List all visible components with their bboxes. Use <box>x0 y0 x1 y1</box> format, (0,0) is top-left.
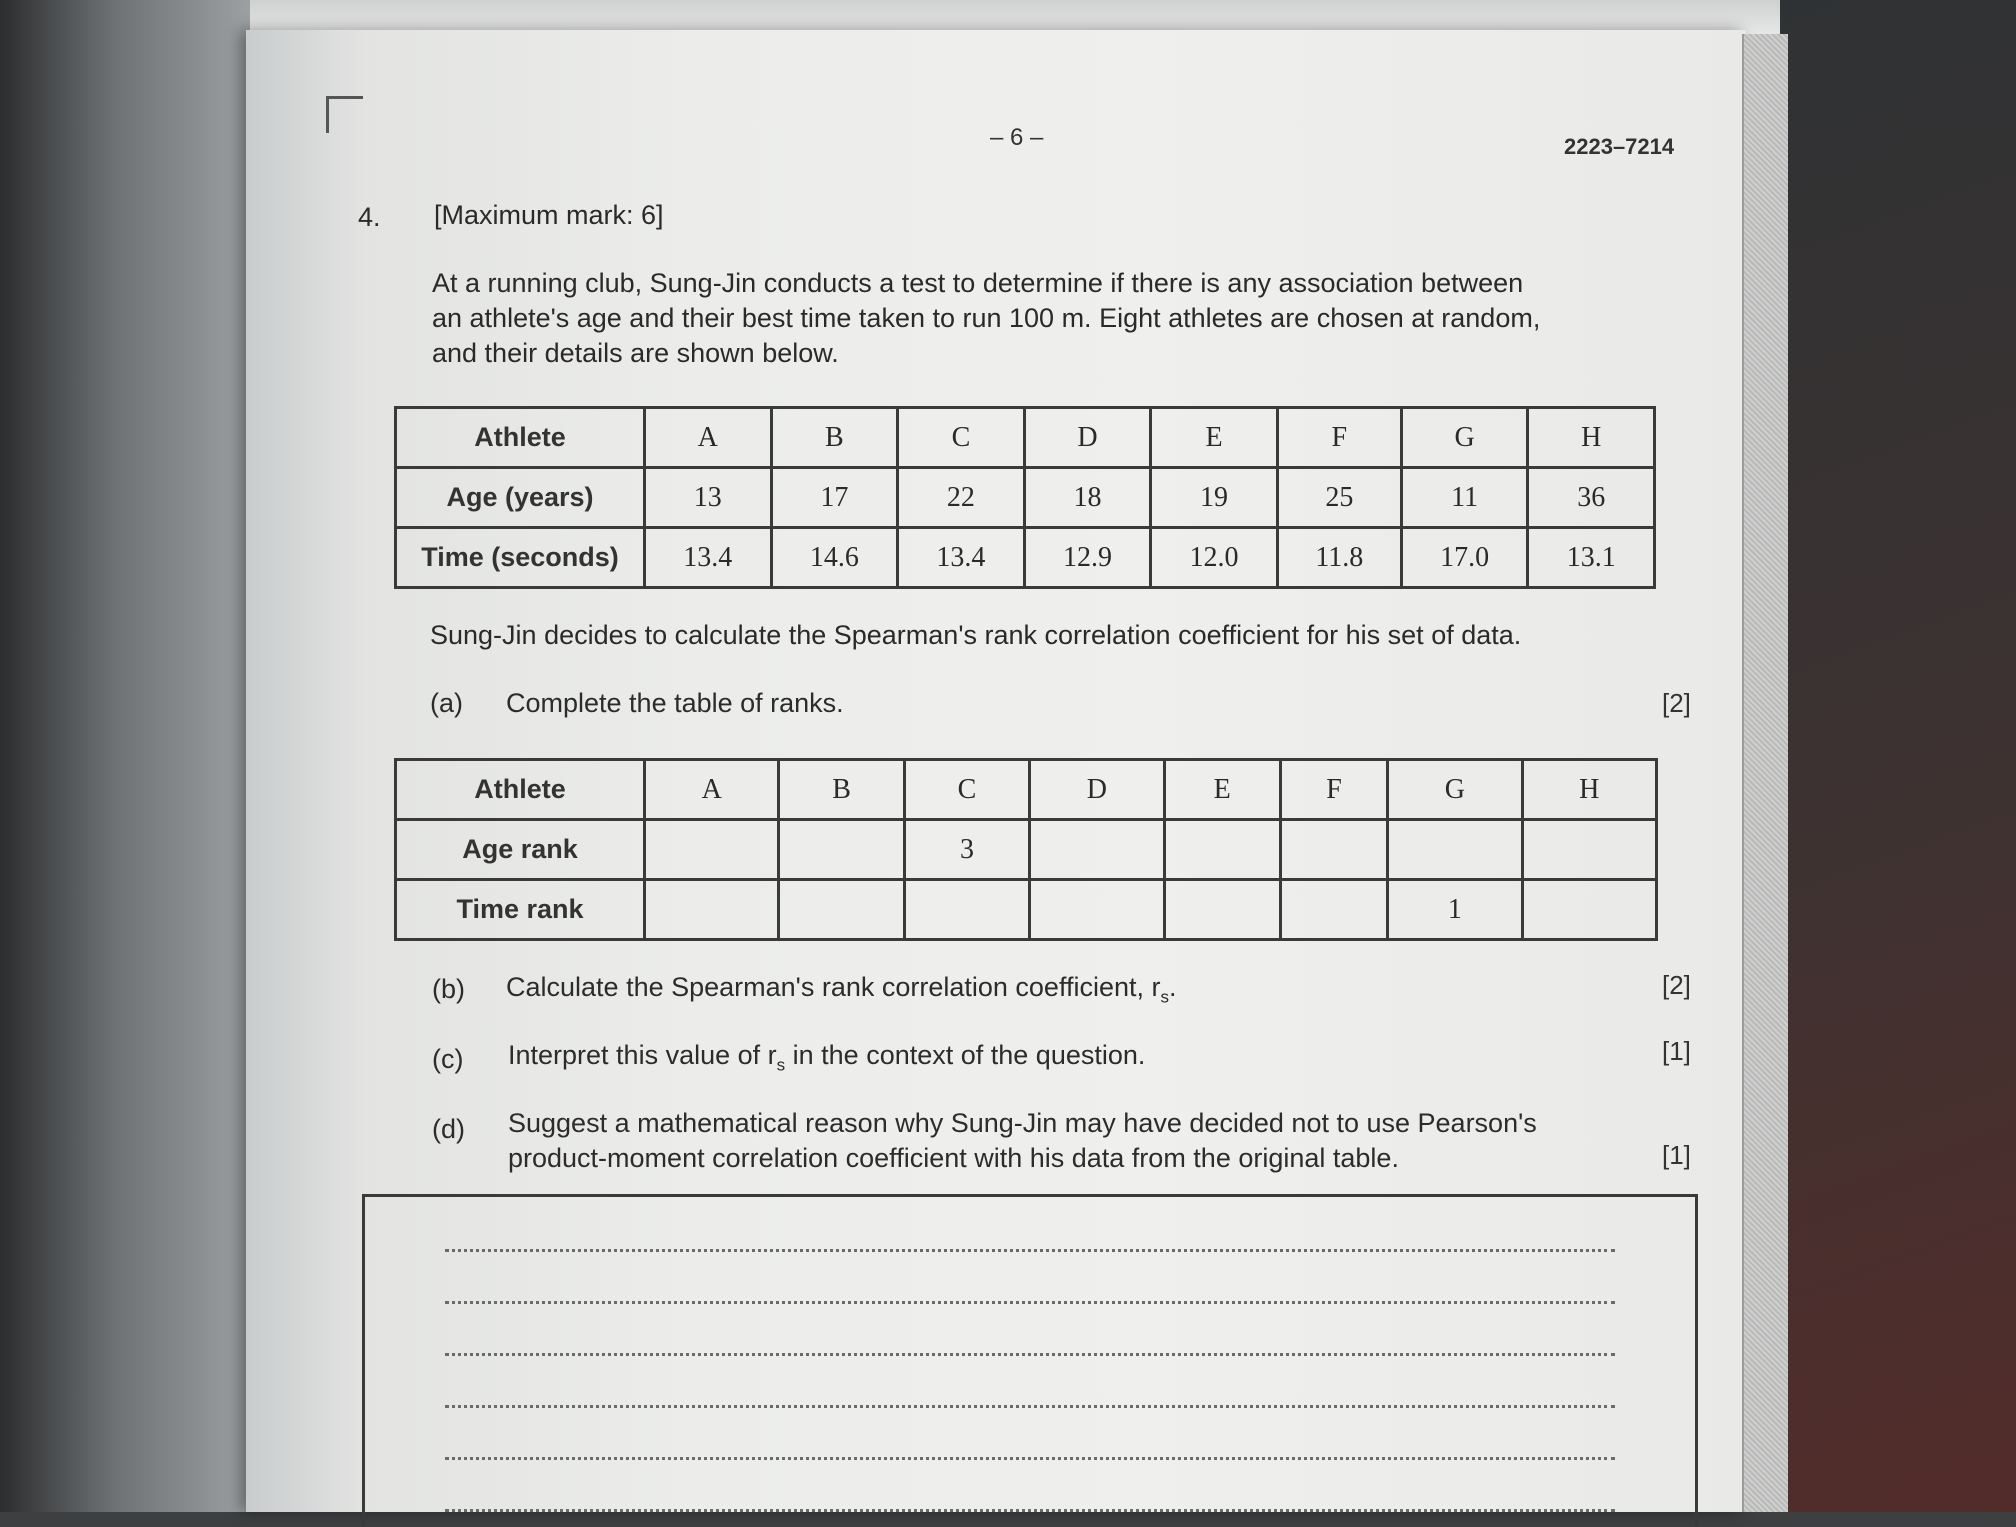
age-rank-row <box>396 820 1657 880</box>
age-cell: 11 <box>1401 468 1528 528</box>
max-mark: [Maximum mark: 6] <box>434 200 664 230</box>
part-c-text <box>508 1040 1145 1075</box>
time-rank-cell[interactable] <box>779 880 904 940</box>
age-rank-cell: 3 <box>904 820 1029 880</box>
desk-background-left <box>0 0 250 1512</box>
age-cell: 36 <box>1528 468 1655 528</box>
time-cell: 13.4 <box>898 528 1025 588</box>
athlete-cell: A <box>645 408 772 468</box>
answer-line[interactable] <box>445 1301 1615 1304</box>
part-b-tail: . <box>1169 972 1177 1002</box>
athlete-cell: B <box>779 760 904 820</box>
question-intro-line-3: and their details are shown below. <box>432 338 839 368</box>
age-rank-cell[interactable] <box>1388 820 1522 880</box>
athlete-cell: E <box>1164 760 1280 820</box>
row-header: Athlete <box>396 408 645 468</box>
athlete-cell: G <box>1401 408 1528 468</box>
rank-table <box>394 758 1658 941</box>
part-c-subscript: s <box>776 1055 786 1075</box>
part-c-before: Interpret this value of r <box>508 1040 777 1070</box>
time-cell: 13.4 <box>645 528 772 588</box>
time-rank-cell: 1 <box>1388 880 1522 940</box>
row-header: Time (seconds) <box>396 528 645 588</box>
answer-line[interactable] <box>445 1353 1615 1356</box>
age-cell: 22 <box>898 468 1025 528</box>
athlete-cell: D <box>1024 408 1151 468</box>
time-row <box>396 528 1655 588</box>
age-rank-cell[interactable] <box>645 820 779 880</box>
athlete-cell: C <box>898 408 1025 468</box>
part-d-marks: [1] <box>1662 1140 1691 1170</box>
age-cell: 25 <box>1277 468 1401 528</box>
athlete-cell: G <box>1388 760 1522 820</box>
question-intro-line-1: At a running club, Sung-Jin conducts a test to determine if there is any association between <box>432 268 1524 298</box>
athlete-cell: C <box>904 760 1029 820</box>
rank-athlete-row <box>396 760 1657 820</box>
time-cell: 12.0 <box>1151 528 1278 588</box>
row-header: Age (years) <box>396 468 645 528</box>
athlete-cell: H <box>1522 760 1656 820</box>
time-rank-cell[interactable] <box>1164 880 1280 940</box>
crop-corner-mark <box>326 96 363 133</box>
screen-top-edge <box>250 0 1780 34</box>
time-cell: 12.9 <box>1024 528 1151 588</box>
data-table <box>394 406 1656 589</box>
part-a-marks: [2] <box>1662 688 1691 718</box>
time-rank-cell[interactable] <box>904 880 1029 940</box>
answer-line[interactable] <box>445 1405 1615 1408</box>
time-cell: 17.0 <box>1401 528 1528 588</box>
row-header: Time rank <box>396 880 645 940</box>
athlete-cell: D <box>1030 760 1164 820</box>
spearman-sentence: Sung-Jin decides to calculate the Spearman's rank correlation coefficient for his set of data. <box>430 620 1522 650</box>
part-c-marks: [1] <box>1662 1036 1691 1066</box>
part-d-line-1: Suggest a mathematical reason why Sung-Jin may have decided not to use Pearson's <box>508 1108 1537 1138</box>
part-d-label: (d) <box>432 1114 465 1144</box>
time-cell: 11.8 <box>1277 528 1401 588</box>
age-row <box>396 468 1655 528</box>
age-rank-cell[interactable] <box>779 820 904 880</box>
answer-line[interactable] <box>445 1457 1615 1460</box>
part-d-line-2: product-moment correlation coefficient with his data from the original table. <box>508 1143 1399 1173</box>
part-a-label: (a) <box>430 688 463 718</box>
athlete-cell: B <box>771 408 898 468</box>
age-cell: 17 <box>771 468 898 528</box>
age-rank-cell[interactable] <box>1164 820 1280 880</box>
age-cell: 13 <box>645 468 772 528</box>
part-b-subscript: s <box>1160 987 1169 1007</box>
page-number: – 6 – <box>990 124 1044 151</box>
athlete-row <box>396 408 1655 468</box>
athlete-cell: A <box>645 760 779 820</box>
part-b-label: (b) <box>432 974 465 1004</box>
athlete-cell: H <box>1528 408 1655 468</box>
part-b-marks: [2] <box>1662 970 1691 1000</box>
time-rank-cell[interactable] <box>1522 880 1656 940</box>
time-rank-cell[interactable] <box>1280 880 1387 940</box>
answer-box[interactable] <box>362 1194 1698 1527</box>
row-header: Athlete <box>396 760 645 820</box>
age-rank-cell[interactable] <box>1030 820 1164 880</box>
question-number: 4. <box>358 202 381 232</box>
page-edge-scrollbar[interactable] <box>1742 34 1788 1512</box>
athlete-cell: F <box>1277 408 1401 468</box>
part-c-after: in the context of the question. <box>785 1040 1146 1070</box>
age-cell: 19 <box>1151 468 1278 528</box>
time-rank-cell[interactable] <box>1030 880 1164 940</box>
time-cell: 13.1 <box>1528 528 1655 588</box>
part-c-label: (c) <box>432 1044 464 1074</box>
age-rank-cell[interactable] <box>1522 820 1656 880</box>
paper-code: 2223–7214 <box>1564 134 1675 159</box>
time-cell: 14.6 <box>771 528 898 588</box>
part-b-main: Calculate the Spearman's rank correlation coefficient, r <box>506 972 1161 1002</box>
row-header: Age rank <box>396 820 645 880</box>
age-cell: 18 <box>1024 468 1151 528</box>
time-rank-cell[interactable] <box>645 880 779 940</box>
part-a-text: Complete the table of ranks. <box>506 688 844 718</box>
time-rank-row <box>396 880 1657 940</box>
athlete-cell: E <box>1151 408 1278 468</box>
athlete-cell: F <box>1280 760 1387 820</box>
age-rank-cell[interactable] <box>1280 820 1387 880</box>
part-b-text <box>506 972 1177 1007</box>
answer-line[interactable] <box>445 1249 1615 1252</box>
question-intro-line-2: an athlete's age and their best time taken to run 100 m. Eight athletes are chosen at random, <box>432 303 1541 333</box>
desk-background-right <box>1780 0 2016 1512</box>
